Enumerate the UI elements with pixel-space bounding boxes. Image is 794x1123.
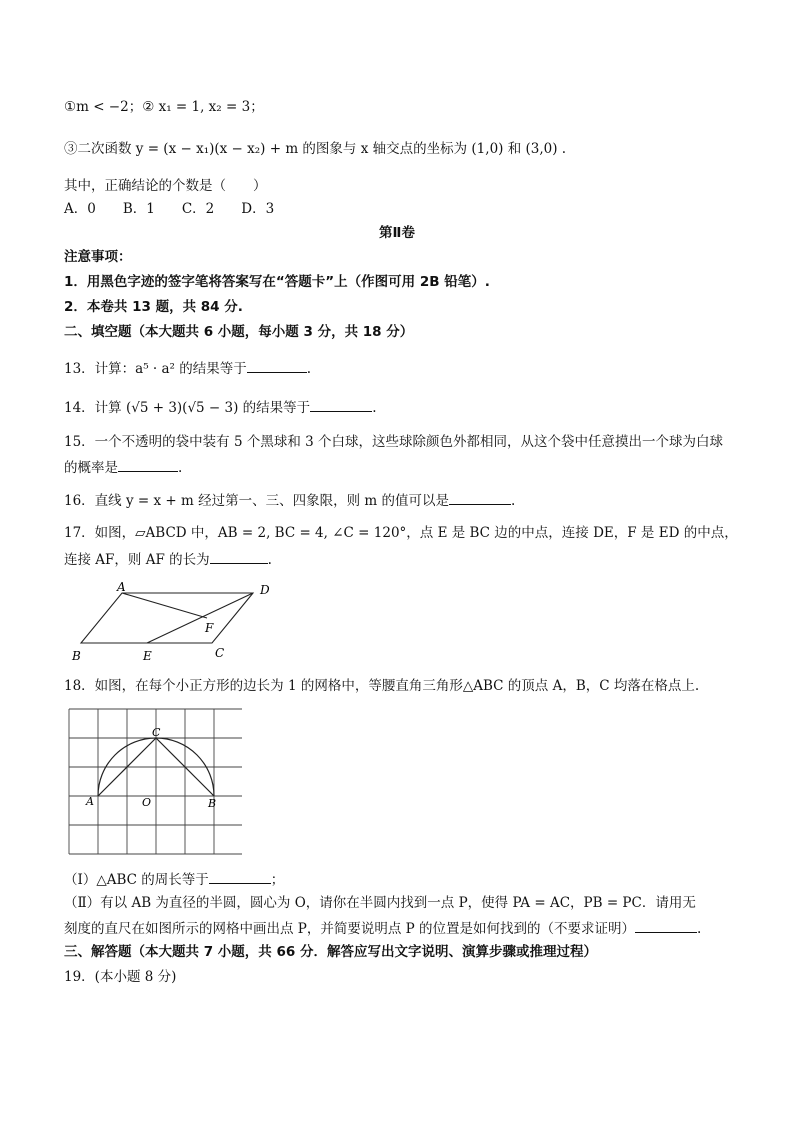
grid-figure: [66, 708, 242, 858]
q15-line2: [64, 457, 182, 477]
q15-end: .: [178, 460, 183, 476]
q14-text: 14．计算 (√5 + 3)(√5 − 3) 的结果等于: [64, 400, 311, 416]
q17-line2: [64, 549, 272, 569]
answer-blank: [210, 549, 268, 564]
label-a: A: [117, 580, 126, 594]
label-o: O: [142, 796, 152, 809]
q13-text: 13．计算：a⁵ · a² 的结果等于: [64, 361, 247, 377]
answer-blank: [209, 869, 271, 884]
q13: [64, 358, 311, 378]
answer-blank: [449, 490, 511, 505]
section3-title: 三、解答题（本大题共 7 小题，共 66 分．解答应写出文字说明、演算步骤或推理过程）: [64, 944, 597, 960]
q15-text: 的概率是: [64, 460, 118, 476]
q18-part2-end: .: [697, 921, 702, 937]
q16-end: .: [510, 493, 516, 509]
q12-options: A．0 B．1 C．2 D．3: [64, 201, 275, 217]
answer-blank: [310, 397, 372, 412]
parallelogram-abcd: [81, 593, 253, 643]
label-b: B: [208, 797, 217, 810]
notice-title: 注意事项：: [64, 249, 132, 265]
q17-text: 连接 AF，则 AF 的长为: [64, 552, 210, 568]
parallelogram-figure: [60, 580, 290, 670]
segment-de: [147, 593, 253, 643]
q14-end: .: [372, 400, 377, 416]
q14: [64, 397, 376, 417]
q18-part2-text: 刻度的直尺在如图所示的网格中画出点 P，并简要说明点 P 的位置是如何找到的（不要求证明）: [64, 921, 636, 937]
notice-2: 2．本卷共 13 题，共 84 分.: [64, 299, 243, 315]
q19: 19．(本小题 8 分): [64, 969, 177, 985]
q12-line3: 其中，正确结论的个数是（ ）: [64, 178, 267, 194]
q16-text: 16．直线 y = x + m 经过第一、三、四象限，则 m 的值可以是: [64, 493, 449, 509]
label-e: E: [143, 649, 152, 663]
q18-part1-text: （Ⅰ）△ABC 的周长等于: [64, 872, 209, 888]
q18-part2-line1: （Ⅱ）有以 AB 为直径的半圆，圆心为 O，请你在半圆内找到一点 P，使得 PA = AC，PB = PC．请用无: [64, 895, 696, 911]
q18-part2-line2: [64, 918, 701, 938]
label-f: F: [205, 621, 214, 635]
q15-line1: 15．一个不透明的袋中装有 5 个黑球和 3 个白球，这些球除颜色外都相同，从这个袋中任意摸出一个球为白球: [64, 434, 724, 450]
answer-blank: [635, 918, 697, 933]
answer-blank: [118, 457, 178, 472]
label-d: D: [260, 583, 270, 597]
q17-line1: 17．如图，▱ABCD 中，AB = 2, BC = 4, ∠C = 120°，点 E 是 BC 边的中点，连接 DE，F 是 ED 的中点，: [64, 525, 738, 541]
q13-end: .: [306, 361, 312, 377]
q17-end: .: [267, 552, 272, 568]
label-c: C: [152, 726, 161, 739]
answer-blank: [247, 358, 307, 373]
label-c: C: [215, 646, 225, 660]
notice-1: 1．用黑色字迹的签字笔将答案写在“答题卡”上（作图可用 2B 铅笔）.: [64, 274, 490, 290]
q12-line1: ①m < −2；② x₁ = 1, x₂ = 3；: [64, 99, 264, 115]
label-b: B: [72, 649, 81, 663]
q18-part1: [64, 869, 284, 889]
label-a: A: [86, 795, 94, 808]
section2-title: 二、填空题（本大题共 6 小题，每小题 3 分，共 18 分）: [64, 324, 414, 340]
q18-line1: 18．如图，在每个小正方形的边长为 1 的网格中，等腰直角三角形△ABC 的顶点 A，B，C 均落在格点上.: [64, 678, 700, 694]
q16: [64, 490, 515, 510]
q12-line2: ③二次函数 y = (x − x₁)(x − x₂) + m 的图象与 x 轴交点的坐标为 (1,0) 和 (3,0) .: [64, 141, 567, 157]
part2-title: 第Ⅱ卷: [379, 225, 415, 241]
q18-part1-end: ；: [270, 872, 285, 888]
segment-af: [122, 593, 207, 618]
